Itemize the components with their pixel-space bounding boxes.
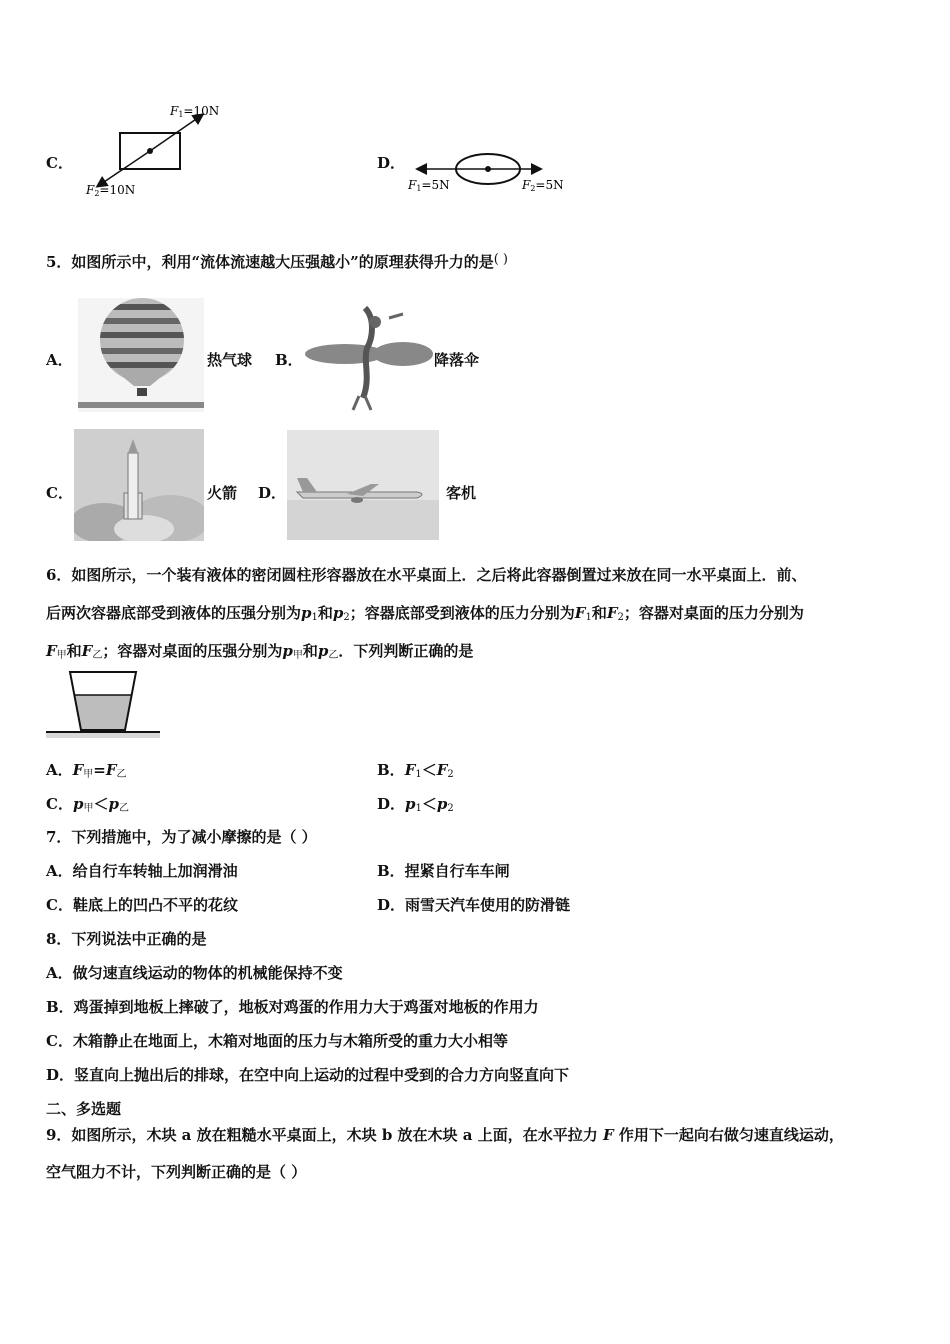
q5-option-b-label: B． (275, 351, 303, 369)
q5-option-d-label: D． (258, 484, 287, 502)
q8-option-d[interactable]: D．竖直向上抛出后的排球，在空中向上运动的过程中受到的合力方向竖直向下 (46, 1066, 570, 1084)
q4-option-d-diagram (400, 145, 580, 197)
q5-option-a-caption: 热气球 (207, 351, 253, 369)
q4-option-c-diagram (70, 98, 240, 198)
f1-label: F1=5N (408, 178, 450, 193)
q8-option-a[interactable]: A．做匀速直线运动的物体的机械能保持不变 (46, 964, 343, 982)
q5-option-c-label: C． (46, 484, 73, 502)
q4-option-d-label: D． (377, 154, 406, 172)
q5-option-b-caption: 降落伞 (434, 351, 480, 369)
q7-option-c[interactable]: C．鞋底上的凹凸不平的花纹 (46, 896, 238, 914)
q7-option-d[interactable]: D．雨雪天汽车使用的防滑链 (377, 896, 571, 914)
rocket-image (74, 429, 204, 541)
q8-stem: 8．下列说法中正确的是 (46, 930, 207, 948)
q6-line3: $F_甲$和$F_乙$；容器对桌面的压强分别为$p_甲$和$p_乙$．下列判断正确的是 (46, 642, 474, 661)
q5-option-a-label: A． (46, 351, 73, 369)
q4-option-c-label: C． (46, 154, 73, 172)
liquid (75, 695, 131, 730)
q5-stem: 5．如图所示中，利用“流体流速越大压强越小”的原理获得升力的是( ) (46, 252, 508, 271)
q7-stem: 7．下列措施中，为了减小摩擦的是（ ） (46, 828, 317, 846)
hot-air-balloon-image (78, 298, 204, 412)
q8-option-b[interactable]: B．鸡蛋掉到地板上摔破了，地板对鸡蛋的作用力大于鸡蛋对地板的作用力 (46, 998, 539, 1016)
q9-line2: 空气阻力不计，下列判断正确的是（ ） (46, 1163, 307, 1181)
f2-label: F2=5N (522, 178, 564, 193)
f2-label: F2=10N (86, 183, 136, 198)
q9-line1: 9．如图所示，木块 a 放在粗糙水平桌面上，木块 b 放在木块 a 上面，在水平拉力 F 作用下一起向右做匀速直线运动， (46, 1126, 844, 1144)
q5-option-c-caption: 火箭 (207, 484, 238, 502)
f1-label: F1=10N (170, 104, 220, 119)
container-diagram (46, 668, 162, 740)
airliner-image (287, 430, 439, 540)
q6-line2: 后两次容器底部受到液体的压强分别为$p_1$和$p_2$；容器底部受到液体的压力分别为$F_1$和$F_2$；容器对桌面的压力分别为 (46, 604, 804, 623)
section-heading-multiple-choice: 二、多选题 (46, 1100, 122, 1118)
q8-option-c[interactable]: C．木箱静止在地面上，木箱对地面的压力与木箱所受的重力大小相等 (46, 1032, 508, 1050)
q6-option-c[interactable]: C．$p_甲<p_乙$ (46, 795, 129, 814)
parachute-image (303, 298, 433, 414)
q6-option-b[interactable]: B．$F_1<F_2$ (377, 761, 454, 780)
q6-option-a[interactable]: A．$F_甲=F_乙$ (46, 761, 127, 780)
q5-option-d-caption: 客机 (446, 484, 477, 502)
q6-line1: 6．如图所示，一个装有液体的密闭圆柱形容器放在水平桌面上．之后将此容器倒置过来放在同一水平桌面上．前、 (46, 566, 807, 584)
q6-option-d[interactable]: D．$p_1<p_2$ (377, 795, 454, 814)
q7-option-a[interactable]: A．给自行车转轴上加润滑油 (46, 862, 238, 880)
q7-option-b[interactable]: B．捏紧自行车车闸 (377, 862, 510, 880)
